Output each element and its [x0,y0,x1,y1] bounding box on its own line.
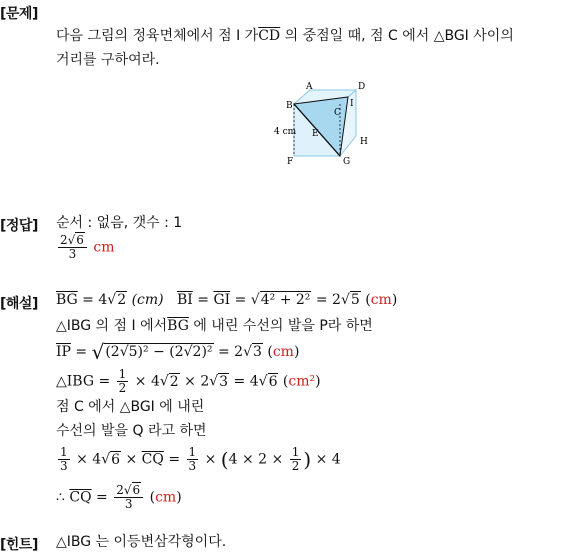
point-d: D [358,82,366,92]
edge-length-label: 4 cm [274,127,297,137]
problem-line-2: 거리를 구하여라. [56,52,160,68]
problem-line-1: 다음 그림의 정육면체에서 점 I 가$\overline{CD}$ 의 중점일 때, 점 C 에서 △BGI 사이의 [56,28,514,44]
solution-label: [해설] [0,296,38,312]
solution-line-6: 수선의 발을 Q 라고 하면 [56,423,207,439]
answer-unit: cm [93,239,115,256]
answer-value [56,234,115,261]
answer-line-1: 순서 : 없음, 갯수 : 1 [56,215,183,231]
point-b: B [286,101,293,111]
solution-line-2: △IBG 의 점 I 에서$\overline{BG}$ 에 내린 수선의 발을 P라 하면 [56,318,373,334]
cube-figure [270,80,380,175]
answer-fraction: $\frac{2√6}{3}$ [58,234,87,261]
hint-text: △IBG 는 이등변삼각형이다. [56,534,227,550]
solution-line-1: $\overline{BG} = 4√2$ (cm) $\overline{BI} = \overline{GI} = √4^2 + 2^2 = 2√5$ (cm) [56,292,398,308]
solution-line-8: ∴ $\overline{CQ}$ = $\frac{2√6}{3}$ (cm) [56,483,182,511]
point-h: H [360,137,368,147]
point-e: E [312,129,319,139]
point-a: A [306,82,313,92]
hint-label: [힌트] [0,537,38,553]
solution-line-3: $\overline{IP} = √(2√5)^2 - (2√2)^2 = 2√3$ (cm) [56,340,300,364]
point-i: I [350,99,354,109]
problem-label: [문제] [0,6,38,22]
point-f: F [287,157,294,167]
answer-label: [정답] [0,218,38,234]
point-c: C [334,108,341,118]
solution-line-7: $\frac{1}{3}$ × $4√6 \times \overline{CQ}$ = $\frac{1}{3}$ × (4 × 2 × $\frac{1}{2}$ ) × 4 [60,445,341,473]
segment-cd: $\overline{CD}$ [258,28,281,44]
point-g: G [343,157,351,167]
solution-line-5: 점 C 에서 △BGI 에 내린 [56,399,205,415]
solution-line-4: △IBG = $\frac{1}{2}$ × 4√2 × 2√3 = 4√6 (cm²) [56,367,321,395]
